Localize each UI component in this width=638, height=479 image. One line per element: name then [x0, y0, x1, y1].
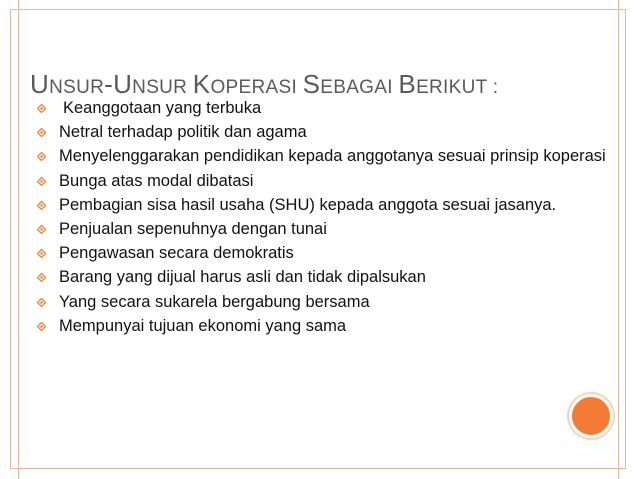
bullet-text: Netral terhadap politik dan agama	[59, 123, 307, 142]
bullet-item	[37, 314, 607, 338]
title-cap: K	[192, 69, 211, 99]
title-cap: U	[30, 69, 50, 99]
title-cap: -U	[104, 69, 133, 99]
diamond-bullet-icon	[37, 298, 46, 307]
bullet-text: Barang yang dijual harus asli dan tidak dipalsukan	[59, 268, 426, 287]
bullet-item	[37, 144, 607, 168]
diamond-bullet-icon	[37, 249, 46, 258]
diamond-bullet-icon	[37, 152, 46, 161]
bullet-list	[37, 96, 607, 338]
bullet-item	[37, 290, 607, 314]
bullet-item	[37, 265, 607, 289]
bullet-item	[37, 169, 607, 193]
bullet-text: Pembagian sisa hasil usaha (SHU) kepada anggota sesuai jasanya.	[59, 195, 557, 214]
bullet-item	[37, 96, 607, 120]
diamond-bullet-icon	[37, 322, 46, 331]
bullet-item	[37, 193, 607, 217]
bullet-text: Penjualan sepenuhnya dengan tunai	[59, 220, 327, 239]
frame-vertical-line-right	[618, 0, 619, 479]
diamond-bullet-icon	[37, 201, 46, 210]
title-cap: S	[302, 69, 321, 99]
bullet-text: Menyelenggarakan pendidikan kepada anggotanya sesuai prinsip koperasi	[59, 147, 606, 166]
orange-circle-decoration	[569, 394, 613, 438]
bullet-text: Bunga atas modal dibatasi	[59, 171, 254, 190]
diamond-bullet-icon	[37, 273, 46, 282]
frame-vertical-line-left	[18, 0, 19, 479]
bullet-text: Yang secara sukarela bergabung bersama	[59, 292, 370, 311]
title-smallcaps: EBAGAI	[320, 77, 399, 98]
bullet-item	[37, 217, 607, 241]
diamond-bullet-icon	[37, 104, 46, 113]
title-smallcaps: ERIKUT :	[416, 77, 499, 98]
title-smallcaps: NSUR	[132, 77, 193, 98]
bullet-text: Keanggotaan yang terbuka	[63, 99, 262, 117]
title-smallcaps: NSUR	[49, 77, 105, 98]
diamond-bullet-icon	[37, 225, 46, 234]
title-smallcaps: OPERASI	[210, 77, 303, 98]
bullet-item	[37, 241, 607, 265]
bullet-item	[37, 120, 607, 144]
bullet-text: Mempunyai tujuan ekonomi yang sama	[59, 316, 347, 335]
title-cap: B	[398, 69, 417, 99]
bullet-text: Pengawasan secara demokratis	[59, 244, 294, 263]
diamond-bullet-icon	[37, 128, 46, 137]
diamond-bullet-icon	[37, 177, 46, 186]
